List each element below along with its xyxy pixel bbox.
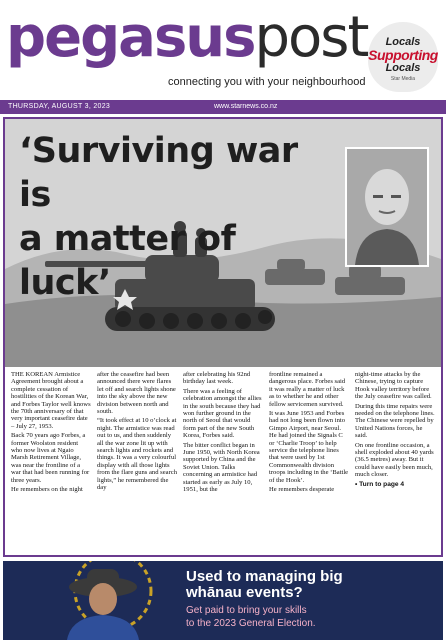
story-paragraph: frontline remained a dangerous place. Forbes said it was really a matter of luck as to whether he and other fellow servicemen survived. [269, 371, 346, 408]
website-link[interactable]: www.starnews.co.nz [214, 103, 278, 110]
portrait-illustration [347, 149, 427, 265]
ad-subline-1: Get paid to bring your skills [186, 605, 307, 616]
ad-person-illustration [43, 561, 163, 640]
story-column-2 [97, 371, 177, 494]
badge-line-2: Supporting [368, 47, 438, 63]
ad-subline-2: to the 2023 General Election. [186, 618, 316, 629]
electoral-commission-ad[interactable] [3, 561, 443, 640]
lead-story [3, 117, 443, 557]
story-paragraph: During this time repairs were needed on the telephone lines. The Chinese were repelled by United Nations forces, he said. [355, 402, 435, 440]
story-body [11, 371, 441, 555]
ad-headline-line-1: Used to managing big [186, 568, 343, 585]
story-column-1 [11, 371, 91, 496]
story-paragraph: There was a feeling of celebration amongst the allies in the south because they had won further ground in the north of Seoul that would form part of the new South Korea, Forbes said. [183, 387, 262, 440]
badge-line-1: Locals [385, 36, 421, 48]
lead-headline [19, 129, 319, 305]
story-column-5 [355, 371, 435, 490]
story-column-3 [183, 371, 263, 496]
masthead [0, 0, 446, 100]
story-paragraph: On one frontline occasion, a shell exploded about 40 yards (36.5 metres) away. But it could have easily been much, much closer. [355, 441, 434, 479]
date-bar [0, 100, 446, 114]
headline-line-2: a matter of luck’ [19, 219, 236, 303]
logo-post: post [254, 5, 368, 70]
story-paragraph: He remembers desperate [269, 486, 335, 494]
story-paragraph: after the ceasefire had been announced there were flares let off and search lights shone into the sky above the new division between north and south. [97, 371, 176, 416]
story-column-4 [269, 371, 349, 496]
story-paragraph: It was June 1953 and Forbes had not long been flown into Gimpo Airport, near Seoul. He had joined the Signals C or ‘Charlie Troop’ to help service the telephone lines that were used by 1st Commonwealth division troops including in the ‘Battle of the Hook’. [269, 410, 349, 484]
story-paragraph: Back 70 years ago Forbes, a former Woolston resident who now lives at Ngaio Marsh Retirement Village, was near the frontline of a war that had been running for three years. [11, 432, 90, 484]
story-paragraph: The bitter conflict began in June 1950, with North Korea supported by China and the Soviet Union. Talks concerning an armistice had started as early as July 10, 1951, but the [183, 441, 260, 494]
logo-pegasus: pegasus [6, 5, 255, 70]
badge-line-3: Locals [385, 62, 421, 74]
forbes-taylor-portrait [345, 147, 429, 267]
headline-line-1: ‘Surviving war is [19, 131, 298, 215]
pegasus-post-logo [6, 6, 367, 70]
ad-headline-line-2: whānau events? [186, 584, 303, 601]
story-paragraph: night-time attacks by the Chinese, trying to capture Hook valley territory before the July ceasefire was called. [355, 371, 432, 401]
tagline: connecting you with your neighbourhood [168, 76, 366, 88]
locals-supporting-locals-badge [368, 22, 438, 92]
story-paragraph: after celebrating his 92nd birthday last week. [183, 371, 251, 386]
story-paragraph: “It took effect at 10 o’clock at night. The armistice was read out to us, and then suddenly all the war zone lit up with search lights and rockets and things. It was a very colourful display with all those lights from the flare guns and search lights,” he remembered the day [97, 417, 178, 492]
issue-date: THURSDAY, AUGUST 3, 2023 [8, 103, 111, 110]
story-paragraph: THE KOREAN Armistice Agreement brought about a complete cessation of hostilities of the Korean War, and Forbes Taylor well knows the 70th anniversary of that very important ceasefire date – July 27, 1953. [11, 371, 91, 430]
badge-line-4: Star Media [390, 76, 416, 82]
story-paragraph: He remembers on the night [11, 486, 83, 494]
turn-to-page-link[interactable]: • Turn to page 4 [355, 480, 405, 488]
